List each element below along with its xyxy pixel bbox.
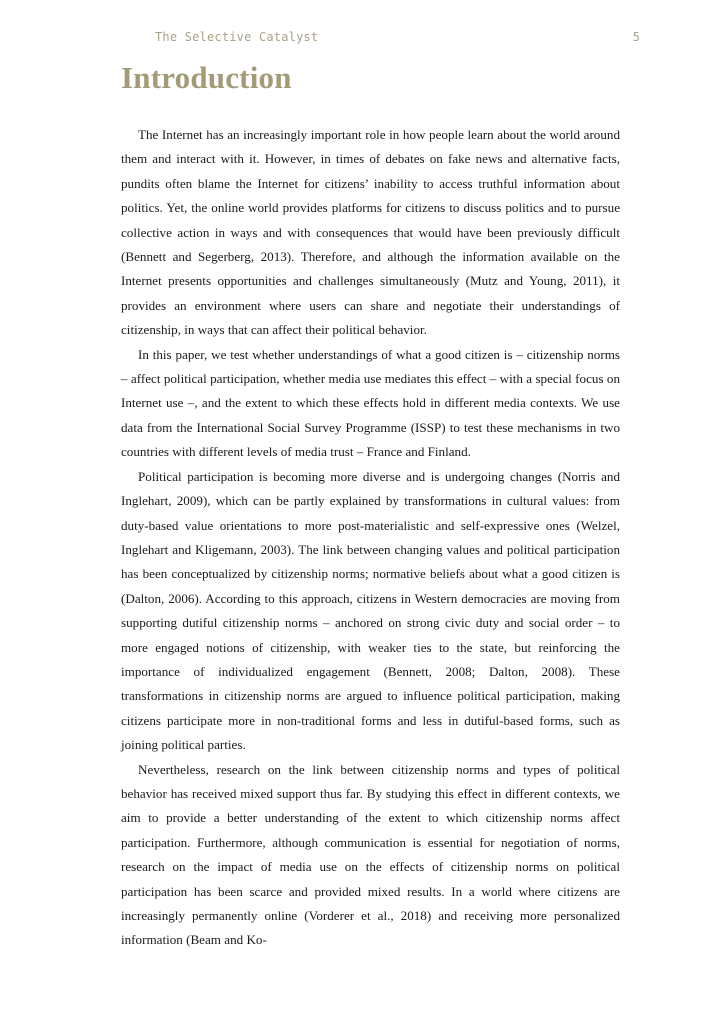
paragraph: Nevertheless, research on the link between citizenship norms and types of political behavior has received mixed support thus far. By studying this effect in different contexts, we aim to provide a better understanding of the extent to which citizenship norms affect participation. Furthermore, although communication is essential for negotiation of norms, research on the impact of media use on the effects of citizenship norms on political participation has been scarce and provided mixed results. In a world where citizens are increasingly permanently online (Vorderer et al., 2018) and receiving more personalized information (Beam and Ko- bbox=[121, 761, 620, 948]
body-text bbox=[121, 123, 620, 953]
paragraph: In this paper, we test whether understandings of what a good citizen is – citizenship norms – affect political participation, whether media use mediates this effect – with a special focus on Internet use –, and the extent to which these effects hold in different media contexts. We use data from the International Social Survey Programme (ISSP) to test these mechanisms in two countries with different levels of media trust – France and Finland. bbox=[121, 346, 620, 460]
paragraph: Political participation is becoming more diverse and is undergoing changes (Norris and Inglehart, 2009), which can be partly explained by transformations in cultural values: from duty-based value orientations to more post-materialistic and self-expressive ones (Welzel, Inglehart and Kligemann, 2003). The link between changing values and political participation has been conceptualized by citizenship norms; normative beliefs about what a good citizen is (Dalton, 2006). According to this approach, citizens in Western democracies are moving from supporting dutiful citizenship norms – anchored on strong civic duty and social order – to more engaged notions of citizenship, with weaker ties to the state, but reinforcing the importance of individualized engagement (Bennett, 2008; Dalton, 2008). These transformations in citizenship norms are argued to influence political participation, making citizens participate more in non-traditional forms and less in dutiful-based forms, such as joining political parties. bbox=[121, 468, 620, 753]
paragraph: The Internet has an increasingly important role in how people learn about the world around them and interact with it. However, in times of debates on fake news and alternative facts, pundits often blame the Internet for citizens’ inability to access truthful information about politics. Yet, the online world provides platforms for citizens to discuss politics and to pursue collective action in ways and with consequences that would have been previously difficult (Bennett and Segerberg, 2013). Therefore, and although the information available on the Internet presents opportunities and challenges simultaneously (Mutz and Young, 2011), it provides an environment where users can share and negotiate their understandings of citizenship, in ways that can affect their political behavior. bbox=[121, 127, 620, 338]
running-header bbox=[155, 30, 640, 48]
section-title: Introduction bbox=[121, 60, 292, 95]
journal-title: The Selective Catalyst bbox=[155, 30, 319, 44]
page-number: 5 bbox=[632, 30, 640, 44]
